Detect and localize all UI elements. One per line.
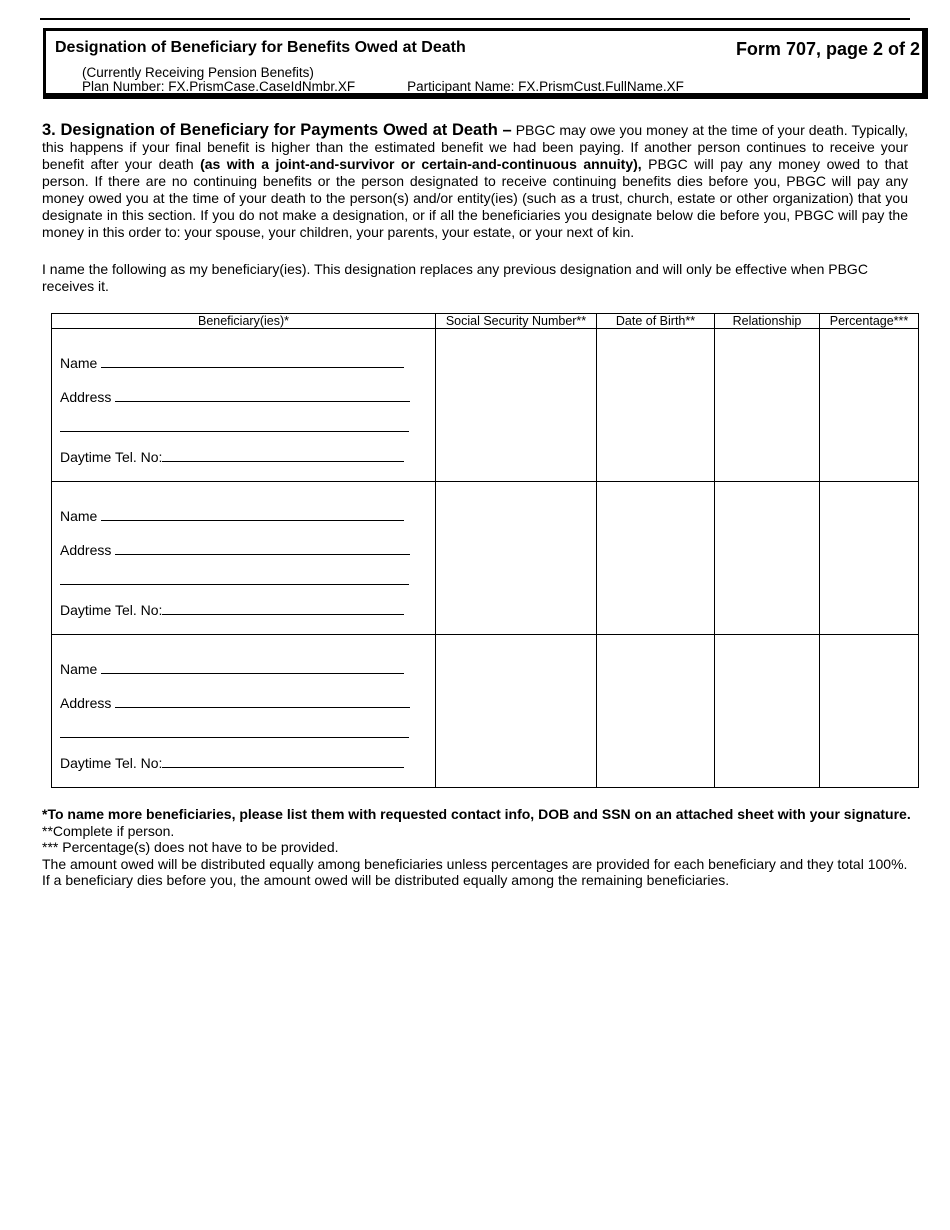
address-label: Address: [60, 695, 112, 711]
percentage-cell[interactable]: [820, 635, 919, 788]
table-row: [52, 329, 919, 482]
address-line-2[interactable]: [60, 419, 409, 435]
naming-statement: I name the following as my beneficiary(ies). This designation replaces any previous designation and will only be effective when PBGC receives it.: [42, 261, 868, 294]
phone-label: Daytime Tel. No:: [60, 449, 163, 465]
relationship-cell[interactable]: [715, 635, 820, 788]
name-field[interactable]: [60, 661, 404, 677]
phone-line[interactable]: [162, 755, 404, 768]
form-subtitle: (Currently Receiving Pension Benefits): [82, 65, 314, 80]
address-field[interactable]: [60, 695, 410, 711]
col-relationship: Relationship: [715, 314, 820, 329]
col-dob: Date of Birth**: [597, 314, 715, 329]
phone-label: Daytime Tel. No:: [60, 755, 163, 771]
col-beneficiary: Beneficiary(ies)*: [52, 314, 436, 329]
beneficiary-cell: [52, 482, 436, 635]
phone-field[interactable]: [60, 755, 404, 771]
header-identifiers: [82, 79, 684, 94]
dob-cell[interactable]: [597, 329, 715, 482]
address-line[interactable]: [115, 389, 410, 402]
name-line[interactable]: [101, 355, 404, 368]
form-number: Form 707, page 2 of 2: [735, 39, 920, 59]
participant-name: Participant Name: FX.PrismCust.FullName.XF: [407, 79, 684, 94]
beneficiary-table: [51, 313, 919, 788]
percentage-cell[interactable]: [820, 329, 919, 482]
name-field[interactable]: [60, 355, 404, 371]
relationship-cell[interactable]: [715, 482, 820, 635]
section-3-text: [42, 122, 908, 241]
name-line[interactable]: [101, 508, 404, 521]
plan-number: Plan Number: FX.PrismCase.CaseIdNmbr.XF: [82, 79, 356, 94]
address-line[interactable]: [115, 695, 410, 708]
section-3-text-b: PBGC will pay any money owed to that person. If there are no continuing benefits or the person designated to receive continuing benefits dies before you, PBGC will pay any money owed you at the time of your death to the person(s) and/or entity(ies) (such as a trust, church, estate or other organization) that you designate in this section. If you do not make a designation, or if all the beneficiaries you designate below die before you, PBGC will pay the money in this order to: your spouse, your children, your parents, your estate, or your next of kin.: [42, 156, 908, 240]
percentage-cell[interactable]: [820, 482, 919, 635]
table-row: [52, 482, 919, 635]
section-3-text-a: PBGC may owe you money at the time of your death. Typically, this happens if your final benefit is higher than the estimated benefit we had been paying. If another person continues to receive your benefit after your death: [42, 122, 908, 172]
beneficiary-cell: [52, 635, 436, 788]
col-percentage: Percentage***: [820, 314, 919, 329]
address-line[interactable]: [115, 542, 410, 555]
name-field[interactable]: [60, 508, 404, 524]
footnotes: [42, 806, 922, 889]
address-label: Address: [60, 542, 112, 558]
table-row: [52, 635, 919, 788]
note-complete-if-person: **Complete if person.: [42, 822, 175, 839]
phone-field[interactable]: [60, 602, 404, 618]
address-line-2[interactable]: [60, 725, 409, 741]
dob-cell[interactable]: [597, 482, 715, 635]
name-line[interactable]: [101, 661, 404, 674]
phone-field[interactable]: [60, 449, 404, 465]
dob-cell[interactable]: [597, 635, 715, 788]
note-more-beneficiaries: *To name more beneficiaries, please list them with requested contact info, DOB and SSN on an attached sheet with your signature.: [42, 806, 911, 822]
top-rule: [40, 18, 910, 20]
section-3-heading: 3. Designation of Beneficiary for Payments Owed at Death –: [42, 121, 512, 139]
ssn-cell[interactable]: [436, 482, 597, 635]
name-label: Name: [60, 508, 98, 524]
form-header: [43, 28, 928, 99]
table-header-row: [52, 314, 919, 329]
ssn-cell[interactable]: [436, 329, 597, 482]
beneficiary-cell: [52, 329, 436, 482]
name-label: Name: [60, 355, 98, 371]
address-field[interactable]: [60, 542, 410, 558]
phone-line[interactable]: [162, 449, 404, 462]
phone-label: Daytime Tel. No:: [60, 602, 163, 618]
ssn-cell[interactable]: [436, 635, 597, 788]
note-beneficiary-dies: If a beneficiary dies before you, the amount owed will be distributed equally among the remaining beneficiaries.: [42, 872, 730, 888]
address-label: Address: [60, 389, 112, 405]
name-label: Name: [60, 661, 98, 677]
note-percentage: *** Percentage(s) does not have to be provided.: [42, 839, 339, 855]
section-3-text-bold: (as with a joint-and-survivor or certain-and-continuous annuity),: [200, 156, 642, 172]
form-title: Designation of Beneficiary for Benefits Owed at Death: [55, 39, 466, 56]
address-line-2[interactable]: [60, 572, 409, 588]
note-distribution: The amount owed will be distributed equally among beneficiaries unless percentages are provided for each beneficiary and they total 100%.: [42, 855, 908, 872]
address-field[interactable]: [60, 389, 410, 405]
phone-line[interactable]: [162, 602, 404, 615]
relationship-cell[interactable]: [715, 329, 820, 482]
col-ssn: Social Security Number**: [436, 314, 597, 329]
